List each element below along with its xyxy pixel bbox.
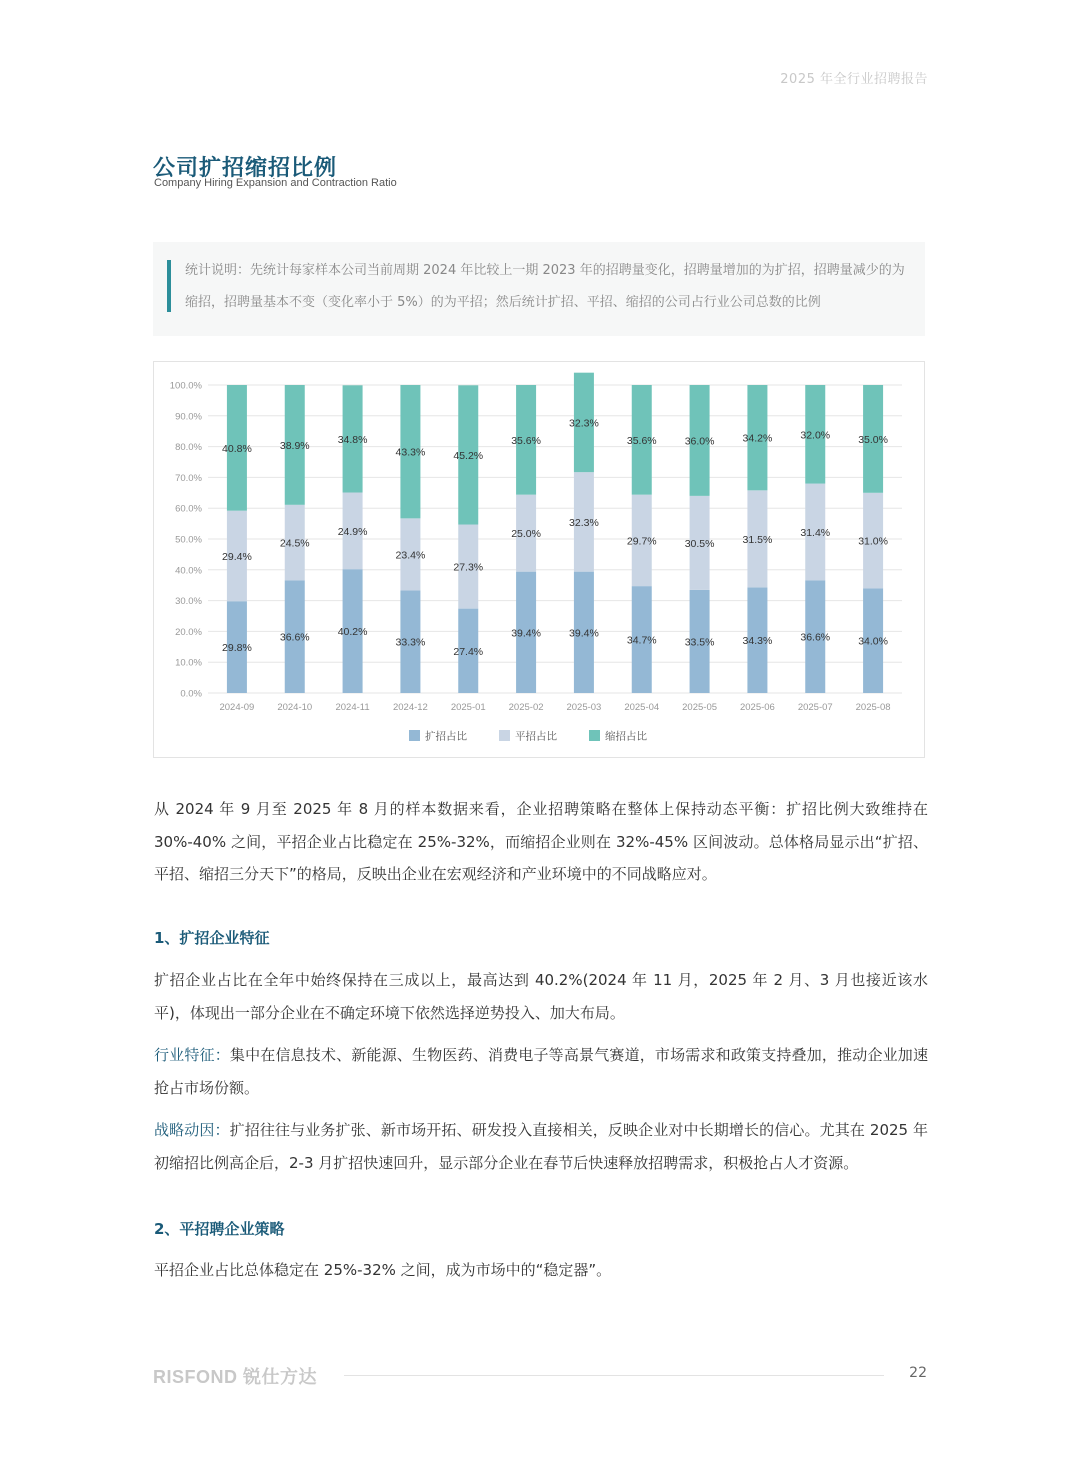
x-tick-label: 2025-05 <box>682 702 718 713</box>
x-tick-label: 2024-11 <box>335 702 370 713</box>
legend-swatch <box>589 730 600 741</box>
y-tick-label: 40.0% <box>175 565 202 577</box>
section-2-heading: 2、平招聘企业策略 <box>154 1220 285 1238</box>
page-number: 22 <box>909 1365 927 1381</box>
data-label: 29.7% <box>626 535 657 548</box>
note-text: 统计说明：先统计每家样本公司当前周期 2024 年比较上一期 2023 年的招聘量变化，招聘量增加的为扩招，招聘量减少的为缩招，招聘量基本不变（变化率小于 5%）的为平招；然后统计扩招、平招、缩招的公司占行业公司总数的比例 <box>185 263 905 310</box>
intro-paragraph: 从 2024 年 9 月至 2025 年 8 月的样本数据来看，企业招聘策略在整体上保持动态平衡：扩招比例大致维持在 30%-40% 之间，平招企业占比稳定在 25%-32%，而缩招企业则在 32%-45% 区间波动。总体格局显示出“扩招、平招、缩招三分天下”的格局，反映出企业在宏观经济和产业环境中的不同战略应对。 <box>154 800 928 883</box>
page-title: 公司扩招缩招比例 <box>153 156 338 181</box>
data-label: 24.9% <box>337 525 368 538</box>
data-label: 40.2% <box>337 626 368 639</box>
y-tick-label: 0.0% <box>180 688 202 700</box>
data-label: 27.3% <box>453 561 484 574</box>
x-tick-label: 2025-01 <box>450 702 486 713</box>
x-tick-label: 2025-06 <box>739 702 775 713</box>
footer-logo: RISFOND 锐仕方达 <box>153 1367 318 1387</box>
data-label: 32.3% <box>569 417 599 430</box>
report-title: 2025 年全行业招聘报告 <box>780 72 928 87</box>
footer-divider <box>344 1375 884 1376</box>
section-1-text: 扩招企业占比在全年中始终保持在三成以上，最高达到 40.2%(2024 年 11 月，2025 年 2 月、3 月也接近该水平)，体现出一部分企业在不确定环境下依然选择逆势投入、加大布局。 <box>154 971 928 1022</box>
industry-feature-paragraph <box>154 1039 928 1104</box>
data-label: 36.6% <box>800 631 831 644</box>
data-label: 34.7% <box>626 634 657 647</box>
strategy-driver-label: 战略动因： <box>154 1121 230 1139</box>
data-label: 31.5% <box>742 533 773 546</box>
data-label: 35.0% <box>858 433 888 446</box>
x-tick-label: 2024-12 <box>392 702 428 713</box>
data-label: 39.4% <box>511 627 541 640</box>
data-label: 34.8% <box>337 433 368 446</box>
data-label: 25.0% <box>511 528 541 541</box>
y-tick-label: 30.0% <box>175 596 202 608</box>
stacked-bar-chart <box>154 362 924 757</box>
strategy-driver-text: 扩招往往与业务扩张、新市场开拓、研发投入直接相关，反映企业对中长期增长的信心。尤其在 2025 年初缩招比例高企后，2-3 月扩招快速回升，显示部分企业在春节后快速释放招聘需求，积极抢占人才资源。 <box>154 1121 928 1172</box>
note-box <box>153 242 925 336</box>
data-label: 45.2% <box>453 449 484 462</box>
data-label: 29.4% <box>222 550 252 563</box>
data-label: 33.5% <box>684 636 715 649</box>
data-label: 31.4% <box>800 526 831 539</box>
section-1-heading: 1、扩招企业特征 <box>154 929 270 947</box>
y-tick-label: 100.0% <box>169 380 202 392</box>
x-tick-label: 2024-10 <box>277 702 313 713</box>
legend-label: 缩招占比 <box>605 730 647 743</box>
page-subtitle: Company Hiring Expansion and Contraction Ratio <box>154 177 397 189</box>
data-label: 34.0% <box>858 635 888 648</box>
data-label: 34.2% <box>742 432 773 445</box>
data-label: 40.8% <box>222 442 252 455</box>
data-label: 36.0% <box>684 435 715 448</box>
x-tick-label: 2025-08 <box>855 702 891 713</box>
x-tick-label: 2025-02 <box>508 702 544 713</box>
data-label: 32.0% <box>800 429 831 442</box>
x-tick-label: 2025-04 <box>624 702 660 713</box>
x-tick-label: 2025-03 <box>566 702 602 713</box>
chart-container <box>153 361 925 758</box>
data-label: 35.6% <box>511 434 541 447</box>
data-label: 27.4% <box>453 645 484 658</box>
x-tick-label: 2025-07 <box>797 702 833 713</box>
industry-feature-label: 行业特征： <box>154 1046 230 1064</box>
y-tick-label: 70.0% <box>175 472 202 484</box>
legend-swatch <box>409 730 420 741</box>
legend-swatch <box>499 730 510 741</box>
x-tick-label: 2024-09 <box>219 702 255 713</box>
data-label: 35.6% <box>626 434 657 447</box>
data-label: 43.3% <box>395 446 426 459</box>
strategy-driver-paragraph <box>154 1114 928 1179</box>
note-accent-bar <box>167 260 171 312</box>
data-label: 30.5% <box>684 537 715 550</box>
data-label: 33.3% <box>395 636 426 649</box>
legend-label: 平招占比 <box>515 730 557 743</box>
y-tick-label: 80.0% <box>175 442 202 454</box>
data-label: 24.5% <box>279 537 310 550</box>
data-label: 36.6% <box>279 631 310 644</box>
y-tick-label: 50.0% <box>175 534 202 546</box>
data-label: 31.0% <box>858 535 888 548</box>
data-label: 34.3% <box>742 635 773 648</box>
data-label: 38.9% <box>279 439 310 452</box>
data-label: 39.4% <box>569 627 599 640</box>
data-label: 32.3% <box>569 516 599 529</box>
industry-feature-text: 集中在信息技术、新能源、生物医药、消费电子等高景气赛道，市场需求和政策支持叠加，推动企业加速抢占市场份额。 <box>154 1046 928 1097</box>
y-tick-label: 20.0% <box>175 626 202 638</box>
legend-label: 扩招占比 <box>425 730 467 743</box>
y-tick-label: 10.0% <box>175 657 202 669</box>
section-2-text: 平招企业占比总体稳定在 25%-32% 之间，成为市场中的“稳定器”。 <box>154 1261 612 1279</box>
data-label: 23.4% <box>395 549 426 562</box>
y-tick-label: 60.0% <box>175 503 202 515</box>
y-tick-label: 90.0% <box>175 411 202 423</box>
data-label: 29.8% <box>222 642 252 655</box>
